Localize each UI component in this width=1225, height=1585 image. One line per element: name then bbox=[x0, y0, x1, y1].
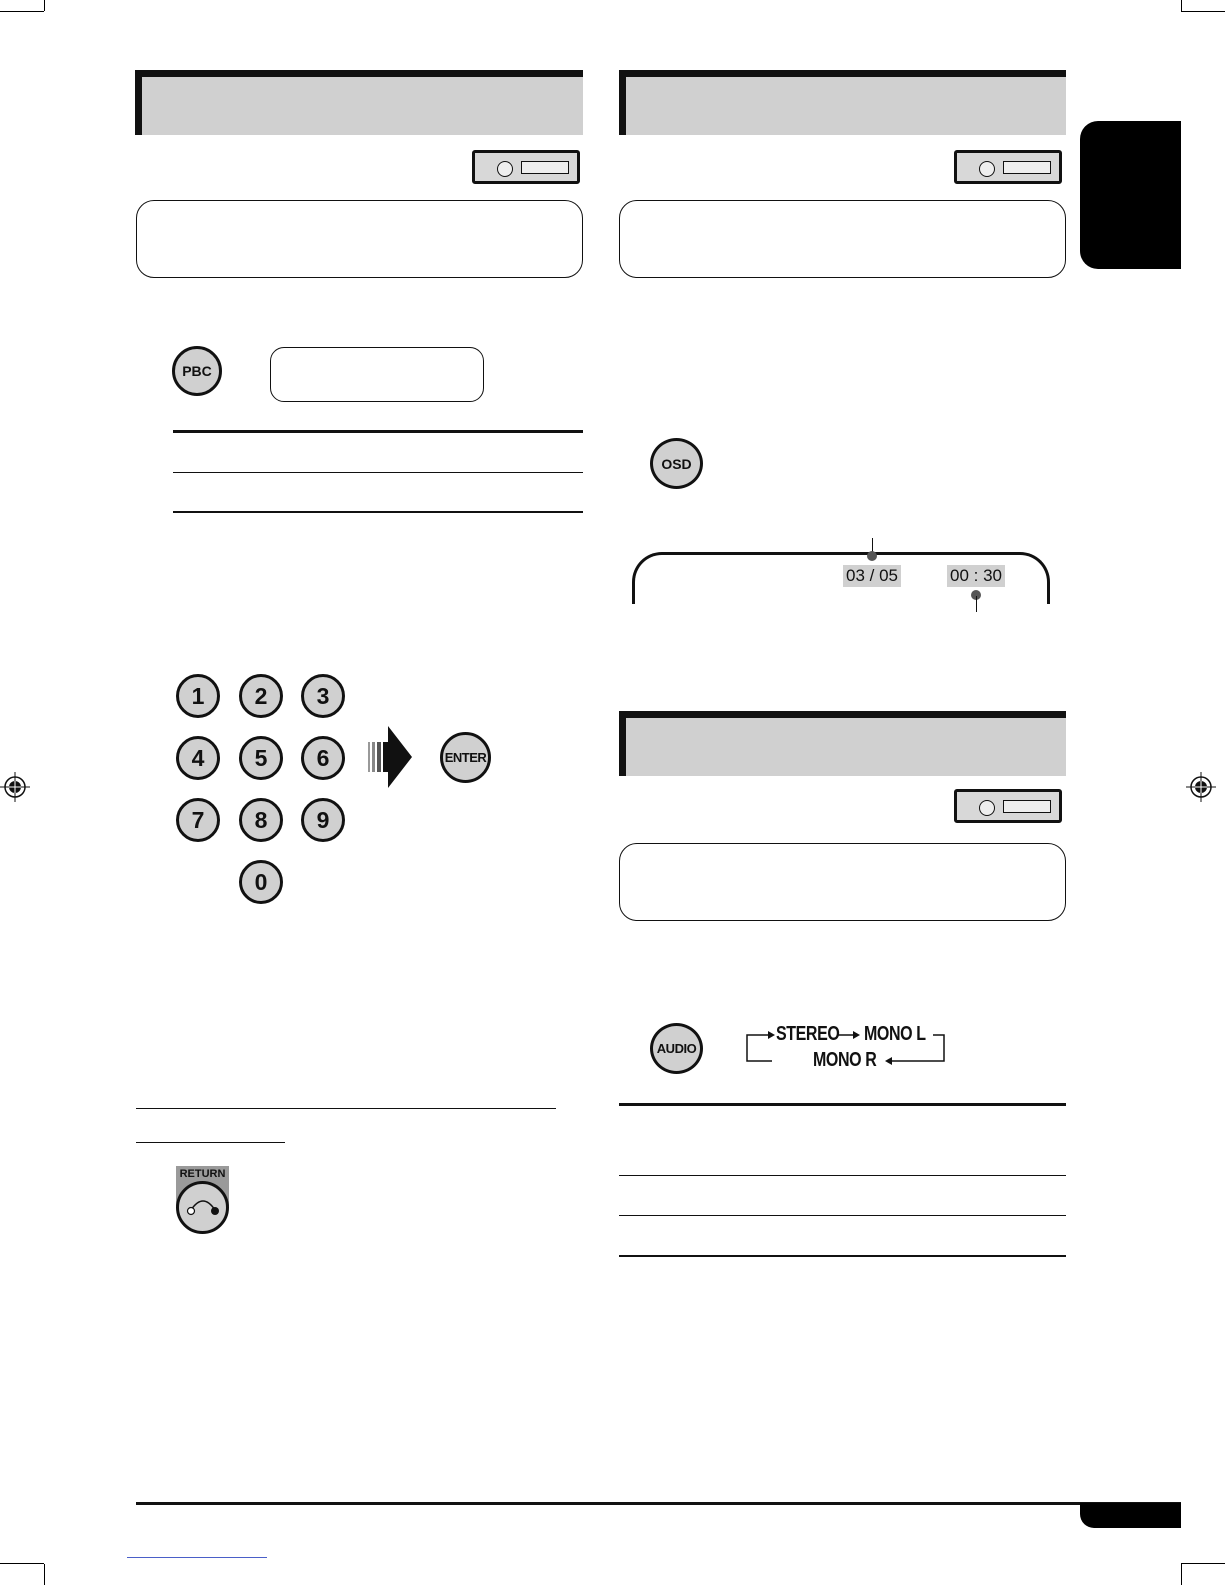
time-callout-line bbox=[976, 596, 977, 612]
digit-2-button[interactable]: 2 bbox=[239, 674, 283, 718]
section-header-right-bottom bbox=[619, 711, 1066, 776]
table-rule-mid bbox=[173, 472, 583, 473]
digit-8-button[interactable]: 8 bbox=[239, 798, 283, 842]
registration-mark-left-icon bbox=[0, 772, 30, 802]
audio-mode-mono-r: MONO R bbox=[813, 1049, 877, 1071]
crop-mark-top-left-v bbox=[44, 0, 45, 11]
digit-1-button[interactable]: 1 bbox=[176, 674, 220, 718]
footnote-rule-long bbox=[136, 1108, 556, 1109]
table-rule-bottom bbox=[619, 1255, 1066, 1257]
crop-mark-top-right-v bbox=[1181, 0, 1182, 11]
info-box bbox=[136, 200, 583, 278]
return-arrow-icon bbox=[184, 1192, 222, 1222]
table-rule-mid bbox=[619, 1175, 1066, 1176]
audio-mode-mono-l: MONO L bbox=[864, 1023, 926, 1045]
digit-9-button[interactable]: 9 bbox=[301, 798, 345, 842]
table-rule-top bbox=[173, 430, 583, 433]
footnote-rule-short bbox=[136, 1142, 285, 1143]
section-header-left bbox=[135, 70, 583, 135]
enter-button[interactable]: ENTER bbox=[440, 732, 491, 783]
crop-mark-bottom-left-v bbox=[44, 1564, 45, 1585]
section-header-right-top bbox=[619, 70, 1066, 135]
digit-0-button[interactable]: 0 bbox=[239, 860, 283, 904]
crop-mark-bottom-right-v bbox=[1181, 1564, 1182, 1585]
disc-type-icon bbox=[954, 150, 1062, 184]
digit-6-button[interactable]: 6 bbox=[301, 736, 345, 780]
display-window bbox=[270, 347, 484, 402]
digit-4-button[interactable]: 4 bbox=[176, 736, 220, 780]
digit-7-button[interactable]: 7 bbox=[176, 798, 220, 842]
table-rule-top bbox=[619, 1103, 1066, 1106]
return-button[interactable] bbox=[176, 1166, 229, 1234]
track-callout-dot bbox=[867, 551, 877, 561]
crop-mark-top-left bbox=[0, 11, 44, 12]
page-number-tab bbox=[1080, 1503, 1181, 1528]
osd-track-value: 03 / 05 bbox=[843, 565, 901, 587]
crop-mark-bottom-left bbox=[0, 1563, 44, 1564]
arrow-right-icon bbox=[368, 724, 414, 790]
osd-time-value: 00 : 30 bbox=[947, 565, 1005, 587]
disc-type-icon bbox=[954, 789, 1062, 823]
print-color-bar bbox=[127, 1557, 267, 1558]
digit-3-button[interactable]: 3 bbox=[301, 674, 345, 718]
audio-button[interactable]: AUDIO bbox=[650, 1023, 703, 1074]
table-rule-mid bbox=[619, 1215, 1066, 1216]
osd-button[interactable]: OSD bbox=[650, 438, 703, 489]
language-tab bbox=[1080, 121, 1181, 269]
footer-rule bbox=[136, 1502, 1181, 1505]
info-box bbox=[619, 200, 1066, 278]
return-label: RETURN bbox=[179, 1168, 226, 1180]
digit-5-button[interactable]: 5 bbox=[239, 736, 283, 780]
registration-mark-right-icon bbox=[1186, 772, 1216, 802]
audio-mode-stereo: STEREO bbox=[776, 1023, 840, 1045]
pbc-button[interactable]: PBC bbox=[172, 346, 222, 396]
disc-type-icon bbox=[472, 150, 580, 184]
crop-mark-bottom-right bbox=[1181, 1563, 1225, 1564]
table-rule-bottom bbox=[173, 511, 583, 513]
info-box bbox=[619, 843, 1066, 921]
crop-mark-top-right bbox=[1181, 11, 1225, 12]
